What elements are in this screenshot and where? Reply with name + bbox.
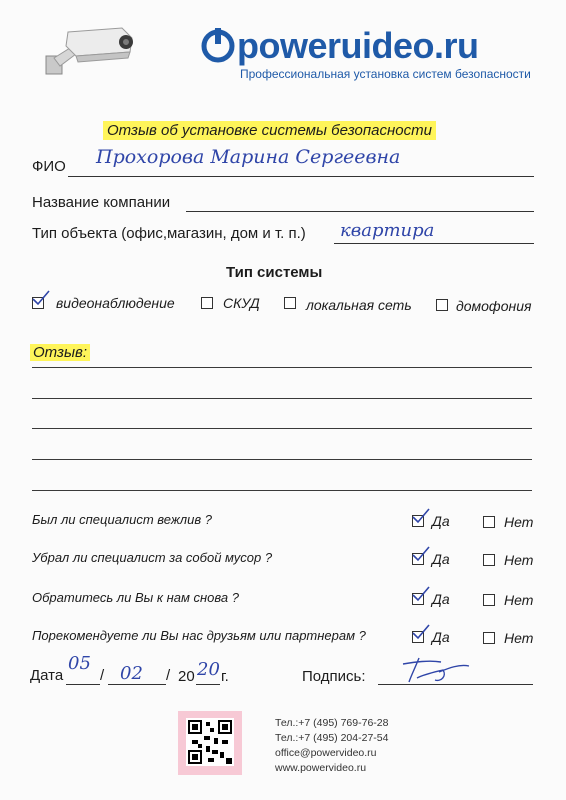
date-month-line: [108, 684, 166, 685]
fio-label: ФИО: [32, 158, 66, 175]
question-3: Обратитесь ли Вы к нам снова ?: [32, 590, 239, 605]
fio-line: [68, 176, 534, 177]
review-line-3[interactable]: [32, 428, 532, 429]
security-camera-icon: [40, 18, 140, 80]
review-label: Отзыв:: [30, 344, 90, 361]
system-type-lan-label: локальная сеть: [306, 297, 412, 313]
review-line-4[interactable]: [32, 459, 532, 460]
object-type-value[interactable]: квартира: [340, 220, 435, 241]
date-year-prefix: 20: [178, 668, 195, 685]
date-year-line: [196, 684, 220, 685]
phone-2: Тел.:+7 (495) 204-27-54: [275, 732, 389, 744]
date-label: Дата: [30, 667, 64, 684]
company-label: Название компании: [32, 194, 171, 211]
review-line-2[interactable]: [32, 398, 532, 399]
date-day[interactable]: 05: [68, 653, 91, 674]
qr-code-icon: [186, 718, 234, 766]
system-type-skud-label: СКУД: [223, 295, 260, 311]
company-line: [186, 211, 534, 212]
date-year[interactable]: 20: [197, 659, 220, 680]
signature-label: Подпись:: [302, 668, 366, 685]
contacts-block: [275, 716, 388, 776]
date-suffix: г.: [221, 668, 229, 685]
date-day-line: [66, 684, 100, 685]
fio-value[interactable]: Прохорова Марина Сергеевна: [96, 146, 401, 168]
q4-yes-label: Да: [432, 629, 450, 645]
q1-no-checkbox[interactable]: [483, 516, 495, 528]
question-1: Был ли специалист вежлив ?: [32, 512, 212, 527]
checkmark-icon: [411, 545, 431, 563]
q4-no-label: Нет: [504, 630, 534, 646]
system-type-intercom-label: домофония: [456, 298, 532, 314]
q2-yes-label: Да: [432, 551, 450, 567]
q2-no-label: Нет: [504, 552, 534, 568]
q3-no-label: Нет: [504, 592, 534, 608]
q2-no-checkbox[interactable]: [483, 554, 495, 566]
brand-name: poweruideo.ru: [237, 25, 479, 66]
question-2: Убрал ли специалист за собой мусор ?: [32, 550, 273, 565]
date-sep-1: /: [100, 667, 105, 684]
q3-no-checkbox[interactable]: [483, 594, 495, 606]
checkbox-lan[interactable]: [284, 297, 296, 309]
review-line-1[interactable]: [32, 367, 532, 368]
signature-drawing[interactable]: [395, 650, 475, 686]
phone-1: Тел.:+7 (495) 769-76-28: [275, 717, 389, 729]
checkmark-icon: [411, 507, 431, 525]
checkbox-skud[interactable]: [201, 297, 213, 309]
checkmark-icon: [411, 585, 431, 603]
q1-no-label: Нет: [504, 514, 534, 530]
review-line-5[interactable]: [32, 490, 532, 491]
form-title: Отзыв об установке системы безопасности: [103, 121, 436, 140]
system-type-heading: Тип системы: [226, 264, 323, 281]
power-logo-icon: [200, 26, 240, 66]
object-type-label: Тип объекта (офис,магазин, дом и т. п.): [32, 225, 306, 242]
object-type-line: [334, 243, 534, 244]
q1-yes-label: Да: [432, 513, 450, 529]
q3-yes-label: Да: [432, 591, 450, 607]
date-sep-2: /: [166, 667, 171, 684]
q4-no-checkbox[interactable]: [483, 632, 495, 644]
checkmark-icon: [411, 623, 431, 641]
website-link[interactable]: www.powervideo.ru: [275, 762, 367, 774]
date-month[interactable]: 02: [120, 663, 143, 684]
checkbox-intercom[interactable]: [436, 299, 448, 311]
system-type-video-label: видеонаблюдение: [56, 295, 175, 311]
brand-tagline: Профессиональная установка систем безопасности: [240, 67, 531, 81]
checkmark-icon: [31, 289, 51, 307]
question-4: Порекомендуете ли Вы нас друзьям или партнерам ?: [32, 628, 366, 643]
email-link[interactable]: office@powervideo.ru: [275, 747, 377, 759]
